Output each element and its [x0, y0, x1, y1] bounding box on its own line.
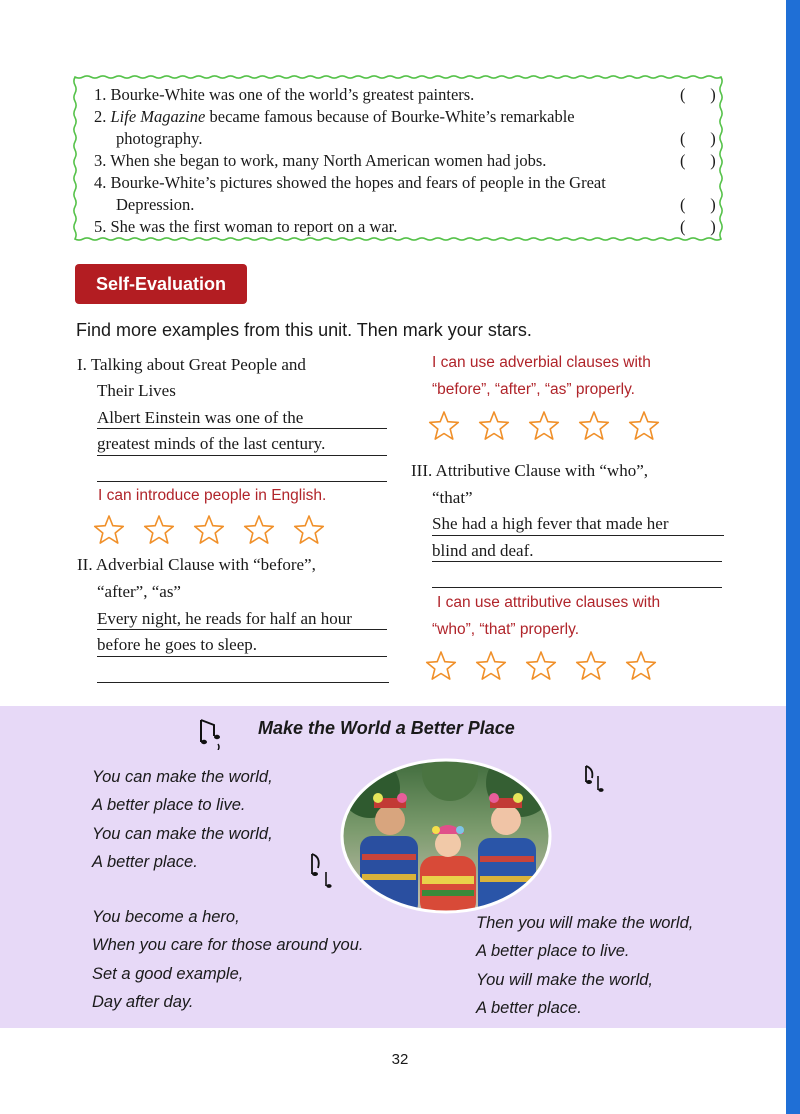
tf-item-2: 2. Life Magazine became famous because of Bourke-White’s remarkable — [94, 107, 575, 126]
answer-line[interactable] — [97, 682, 389, 683]
section3-example-line1[interactable]: She had a high fever that made her — [432, 514, 669, 533]
star-icon[interactable] — [522, 650, 572, 684]
section3-star-rating — [422, 650, 672, 684]
tf-item-4: 4. Bourke-White’s pictures showed the hopes and fears of people in the Great — [94, 173, 606, 192]
tf-item-3: 3. When she began to work, many North American women had jobs. — [94, 151, 547, 170]
star-icon[interactable] — [190, 514, 240, 548]
lyric-line: You can make the world, — [92, 768, 273, 786]
star-icon[interactable] — [625, 410, 675, 444]
lyric-line: You can make the world, — [92, 824, 273, 843]
section1-heading-cont: Their Lives — [97, 381, 176, 400]
section2-can-do-note-line2: “before”, “after”, “as” properly. — [432, 381, 635, 398]
tf-answer-5[interactable]: ( ) — [680, 217, 716, 236]
star-icon[interactable] — [90, 514, 140, 548]
section3-example-line2[interactable]: blind and deaf. — [432, 541, 534, 560]
lyric-line: Set a good example, — [92, 964, 244, 983]
section3-heading: III. Attributive Clause with “who”, — [411, 461, 649, 480]
music-note-icon — [196, 716, 224, 750]
star-icon[interactable] — [575, 410, 625, 444]
lyric-line: A better place to live. — [476, 942, 630, 961]
section1-star-rating — [90, 514, 340, 548]
answer-line — [97, 629, 387, 630]
star-icon[interactable] — [475, 410, 525, 444]
instruction-text: Find more examples from this unit. Then mark your stars. — [76, 320, 532, 340]
star-icon[interactable] — [572, 650, 622, 684]
star-icon[interactable] — [472, 650, 522, 684]
answer-line[interactable] — [432, 587, 722, 588]
answer-line — [97, 428, 387, 429]
tf-item-1: 1. Bourke-White was one of the world’s greatest painters. — [94, 85, 475, 104]
tf-item-4-cont: Depression. — [116, 195, 195, 214]
section2-example-line1[interactable]: Every night, he reads for half an hour — [97, 609, 352, 628]
tf-item-5: 5. She was the first woman to report on a war. — [94, 217, 398, 236]
lyrics-verse3 — [476, 909, 693, 1022]
star-icon[interactable] — [622, 650, 672, 684]
star-icon[interactable] — [240, 514, 290, 548]
lyric-line: You will make the world, — [476, 970, 653, 989]
answer-line[interactable] — [97, 481, 387, 482]
star-icon[interactable] — [422, 650, 472, 684]
tf-answer-3[interactable]: ( ) — [680, 151, 716, 170]
page-edge-bar — [786, 0, 800, 1114]
lyric-line: A better place. — [92, 852, 198, 871]
answer-line — [432, 535, 724, 536]
section2-can-do-note-line1: I can use adverbial clauses with — [432, 354, 651, 371]
section2-star-rating — [425, 410, 675, 444]
lyric-line: When you care for those around you. — [92, 936, 364, 955]
lyric-line: Then you will make the world, — [476, 914, 694, 932]
music-note-icon — [306, 850, 334, 890]
tf-answer-1[interactable]: ( ) — [680, 85, 716, 104]
tf-item-2-cont: photography. — [116, 129, 203, 148]
section2-example-line2[interactable]: before he goes to sleep. — [97, 635, 258, 654]
lyric-line: A better place. — [476, 998, 582, 1017]
lyric-line: Day after day. — [92, 992, 194, 1011]
section3-can-do-note-line2: “who”, “that” properly. — [432, 621, 580, 638]
page-number: 32 — [391, 1051, 409, 1068]
section2-heading: II. Adverbial Clause with “before”, — [77, 555, 316, 574]
music-note-icon — [580, 760, 606, 794]
song-title: Make the World a Better Place — [258, 718, 515, 738]
lyrics-verse1 — [92, 763, 273, 876]
section2-heading-cont: “after”, “as” — [97, 582, 181, 601]
lyric-line: You become a hero, — [92, 908, 240, 926]
answer-line — [432, 561, 722, 562]
lyric-line: A better place to live. — [92, 796, 246, 815]
tf-answer-4[interactable]: ( ) — [680, 195, 716, 214]
tf-answer-2[interactable]: ( ) — [680, 129, 716, 148]
section1-can-do-note: I can introduce people in English. — [98, 487, 327, 504]
section3-heading-cont: “that” — [432, 488, 473, 507]
self-evaluation-tag: Self-Evaluation — [75, 264, 247, 304]
section1-heading: I. Talking about Great People and — [77, 355, 306, 374]
lyrics-verse2 — [92, 903, 364, 1016]
section1-example-line2[interactable]: greatest minds of the last century. — [97, 434, 326, 453]
answer-line — [97, 455, 387, 456]
star-icon[interactable] — [525, 410, 575, 444]
section1-example-line1[interactable]: Albert Einstein was one of the — [97, 408, 304, 427]
true-false-exercise-box — [72, 74, 724, 242]
star-icon[interactable] — [425, 410, 475, 444]
oval-photo-people-in-costume — [340, 758, 552, 914]
section3-can-do-note-line1: I can use attributive clauses with — [437, 594, 661, 611]
star-icon[interactable] — [290, 514, 340, 548]
answer-line — [97, 656, 387, 657]
star-icon[interactable] — [140, 514, 190, 548]
